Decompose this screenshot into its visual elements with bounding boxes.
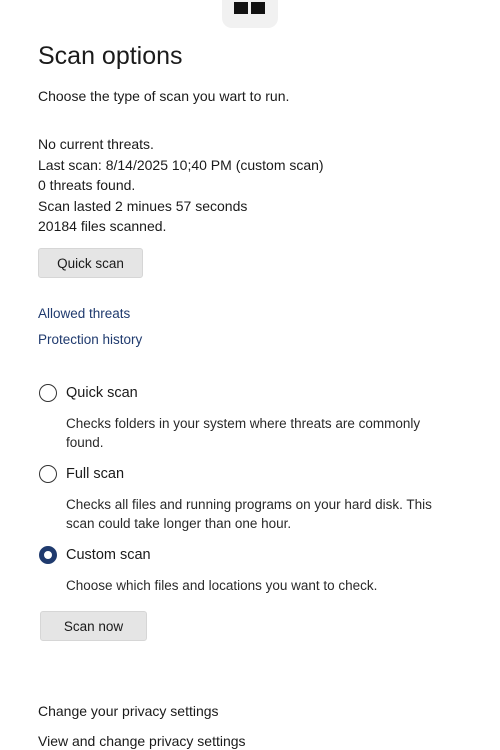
threat-status: No current threats.	[38, 136, 154, 152]
scan-now-button[interactable]: Scan now	[40, 611, 147, 641]
full-scan-option-label[interactable]: Full scan	[66, 466, 125, 482]
windows-security-icon	[222, 0, 278, 28]
scan-duration: Scan lasted 2 minues 57 seconds	[38, 197, 248, 214]
full-scan-radio[interactable]	[39, 465, 57, 483]
protection-history-link[interactable]: Protection history	[38, 332, 143, 347]
icon-square-left	[234, 2, 248, 14]
full-scan-option-description: Checks all files and running programs on your hard disk. This scan could take longer than one hour.	[66, 497, 432, 531]
threats-found: 0 threats found.	[38, 177, 136, 193]
custom-scan-option-description: Choose which files and locations you want to check.	[66, 578, 378, 593]
last-scan: Last scan: 8/14/2025 10;40 PM (custom scan)	[38, 156, 324, 173]
icon-square-right	[251, 2, 265, 14]
files-scanned: 20184 files scanned.	[38, 218, 167, 234]
quick-scan-button[interactable]: Quick scan	[38, 248, 143, 278]
page-title: Scan options	[38, 42, 183, 70]
view-privacy-settings-link[interactable]: View and change privacy settings	[38, 733, 246, 749]
quick-scan-option-label[interactable]: Quick scan	[66, 385, 138, 401]
allowed-threats-link[interactable]: Allowed threats	[38, 306, 131, 321]
scan-status	[38, 134, 324, 237]
quick-scan-radio[interactable]	[39, 384, 57, 402]
custom-scan-option-label[interactable]: Custom scan	[66, 547, 151, 563]
custom-scan-radio[interactable]	[39, 546, 57, 564]
quick-scan-option-description: Checks folders in your system where threats are commonly found.	[66, 416, 421, 450]
change-privacy-settings-heading: Change your privacy settings	[38, 703, 219, 719]
page-subtitle: Choose the type of scan you wart to run.	[38, 88, 290, 104]
